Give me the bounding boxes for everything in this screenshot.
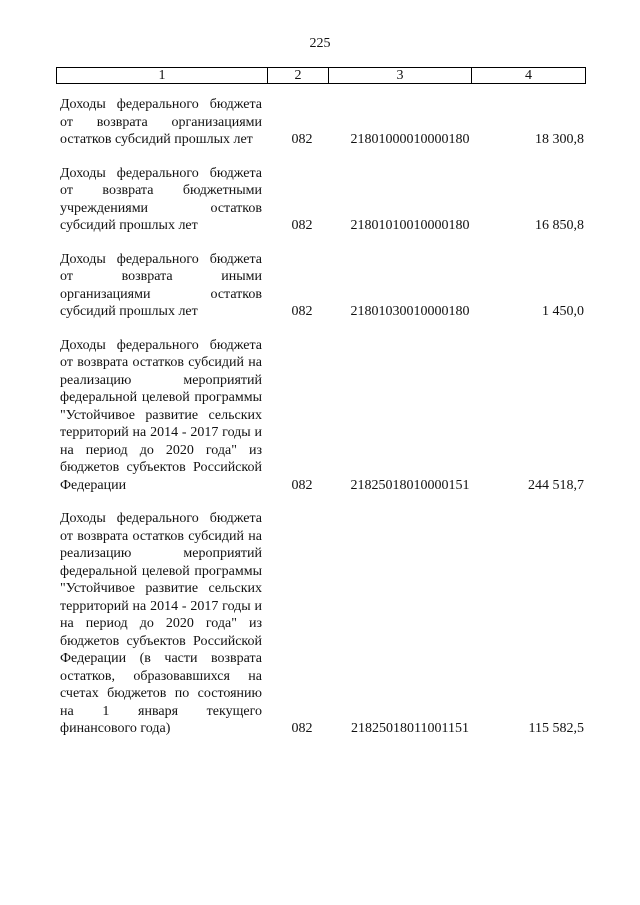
row-admin-code: 082 — [291, 477, 313, 493]
row-amount: 1 450,0 — [542, 304, 584, 319]
table-row — [60, 337, 584, 495]
row-budget-code: 21825018011001151 — [351, 721, 469, 736]
header-col-4: 4 — [525, 68, 532, 83]
row-admin-code: 082 — [291, 721, 313, 736]
row-admin-code: 082 — [291, 218, 313, 233]
table-body — [60, 96, 584, 754]
row-description: Доходы федерального бюджета от возврата остатков субсидий на реализацию мероприятий федеральной целевой программы "Устойчивое развитие сельских территорий на 2014 - 2017 годы и на период до 2020 года" из бюджетов субъектов Российской Федерации — [60, 337, 262, 493]
row-description: Доходы федерального бюджета от возврата остатков субсидий на реализацию мероприятий федеральной целевой программы "Устойчивое развитие сельских территорий на 2014 - 2017 годы и на период до 2020 года" из бюджетов субъектов Российской Федерации (в части возврата остатков, образовавшихся на счетах бюджетов по состоянию на 1 января текущего финансового года) — [60, 511, 262, 736]
row-description: Доходы федерального бюджета от возврата организациями остатков субсидий прошлых лет — [60, 97, 262, 147]
row-admin-code: 082 — [291, 132, 313, 147]
table-row — [60, 510, 584, 738]
row-description: Доходы федерального бюджета от возврата бюджетными учреждениями остатков субсидий прошлых лет — [60, 165, 262, 233]
header-col-1: 1 — [57, 68, 268, 83]
row-budget-code: 21801000010000180 — [350, 132, 470, 147]
table-row — [60, 96, 584, 149]
row-amount: 115 582,5 — [528, 721, 584, 736]
row-description: Доходы федерального бюджета от возврата иными организациями остатков субсидий прошлых лет — [60, 251, 262, 319]
row-amount: 244 518,7 — [528, 477, 584, 493]
row-amount: 18 300,8 — [535, 132, 584, 147]
header-col-2: 2 — [268, 68, 329, 83]
header-col-3: 3 — [329, 68, 472, 83]
table-row — [60, 165, 584, 235]
table-row — [60, 251, 584, 321]
row-budget-code: 21801030010000180 — [350, 304, 470, 319]
row-budget-code: 21801010010000180 — [350, 218, 470, 233]
page-number: 225 — [309, 36, 331, 51]
row-amount: 16 850,8 — [535, 218, 584, 233]
row-admin-code: 082 — [291, 304, 313, 319]
row-budget-code: 21825018010000151 — [350, 477, 470, 493]
table-header — [56, 67, 586, 84]
